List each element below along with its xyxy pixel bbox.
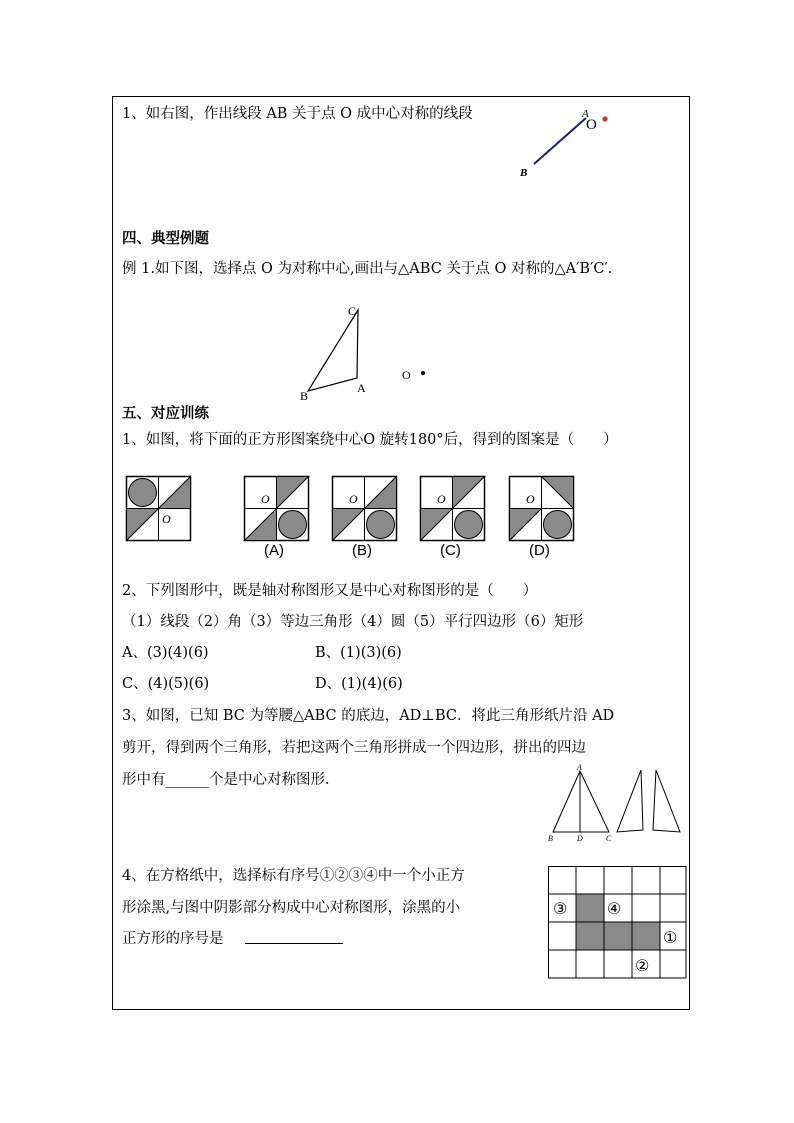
option-c-label: (C) (440, 542, 461, 559)
label-a: A (357, 381, 366, 395)
q5-2-option-c[interactable]: C、(4)(5)(6) (122, 676, 210, 692)
mark-2: ② (635, 958, 650, 975)
option-b-label: (B) (352, 542, 372, 559)
point-o (602, 116, 607, 121)
q5-2-option-a[interactable]: A、(3)(4)(6) (122, 645, 209, 661)
q5-1-text: 1、如图，将下面的正方形图案绕中心O 旋转180°后，得到的图案是（ ） (122, 432, 618, 448)
q5-2-option-d[interactable]: D、(1)(4)(6) (315, 676, 403, 692)
q5-2-option-b[interactable]: B、(1)(3)(6) (315, 645, 402, 661)
label-o: O (586, 117, 597, 133)
svg-text:D: D (577, 834, 583, 843)
q5-2-text: 2、下列图形中，既是轴对称图形又是中心对称图形的是（ ） (122, 583, 538, 599)
mark-4: ④ (607, 901, 622, 918)
option-c-pattern[interactable] (420, 476, 490, 562)
svg-text:O: O (261, 492, 270, 506)
label-b: B (520, 167, 528, 179)
q1-text: 1、如右图，作出线段 AB 关于点 O 成中心对称的线段 (122, 106, 473, 122)
q5-4-answer-blank[interactable] (245, 943, 343, 944)
q5-3-line2: 剪开，得到两个三角形，若把这两个三角形拼成一个四边形，拼出的四边 (122, 740, 586, 756)
segment-ab-figure (510, 100, 620, 182)
q5-4-line2: 形涂黑,与图中阴影部分构成中心对称图形，涂黑的小 (122, 900, 461, 916)
svg-text:B: B (548, 834, 553, 843)
option-b-pattern[interactable] (332, 476, 402, 562)
mark-3: ③ (553, 901, 568, 918)
point-o (421, 371, 425, 375)
q5-3-line3: 形中有______个是中心对称图形． (122, 772, 340, 788)
svg-text:O: O (437, 492, 446, 506)
triangle-abc-figure (295, 300, 435, 402)
isosceles-triangle-figure (545, 762, 685, 846)
svg-text:C: C (606, 834, 612, 843)
option-d-label: (D) (529, 542, 550, 559)
svg-text:O: O (526, 492, 535, 506)
option-a-label: (A) (264, 542, 284, 559)
mark-1: ① (663, 930, 678, 947)
section4-heading: 四、典型例题 (122, 230, 209, 247)
example-text: 例 1.如下图，选择点 O 为对称中心,画出与△ABC 关于点 O 对称的△A′B′C′. (122, 261, 613, 277)
option-a-pattern[interactable] (244, 476, 314, 562)
q5-2-items: （1）线段（2）角（3）等边三角形（4）圆（5）平行四边形（6）矩形 (122, 614, 584, 630)
q5-4-line1: 4、在方格纸中，选择标有序号①②③④中一个小正方 (122, 868, 465, 884)
grid-figure (548, 866, 688, 982)
q5-3-line1: 3、如图，已知 BC 为等腰△ABC 的底边，AD⊥BC．将此三角形纸片沿 AD (122, 708, 615, 724)
q5-4-line3: 正方形的序号是 (122, 931, 224, 947)
label-b: B (300, 389, 309, 403)
original-pattern (126, 476, 196, 542)
label-o: O (402, 368, 411, 382)
center-label: O (162, 512, 171, 526)
label-c: C (348, 304, 357, 318)
label-a: A (582, 108, 589, 120)
svg-text:O: O (349, 492, 358, 506)
svg-text:A: A (577, 763, 582, 772)
section5-heading: 五、对应训练 (122, 405, 209, 422)
option-d-pattern[interactable] (509, 476, 579, 562)
